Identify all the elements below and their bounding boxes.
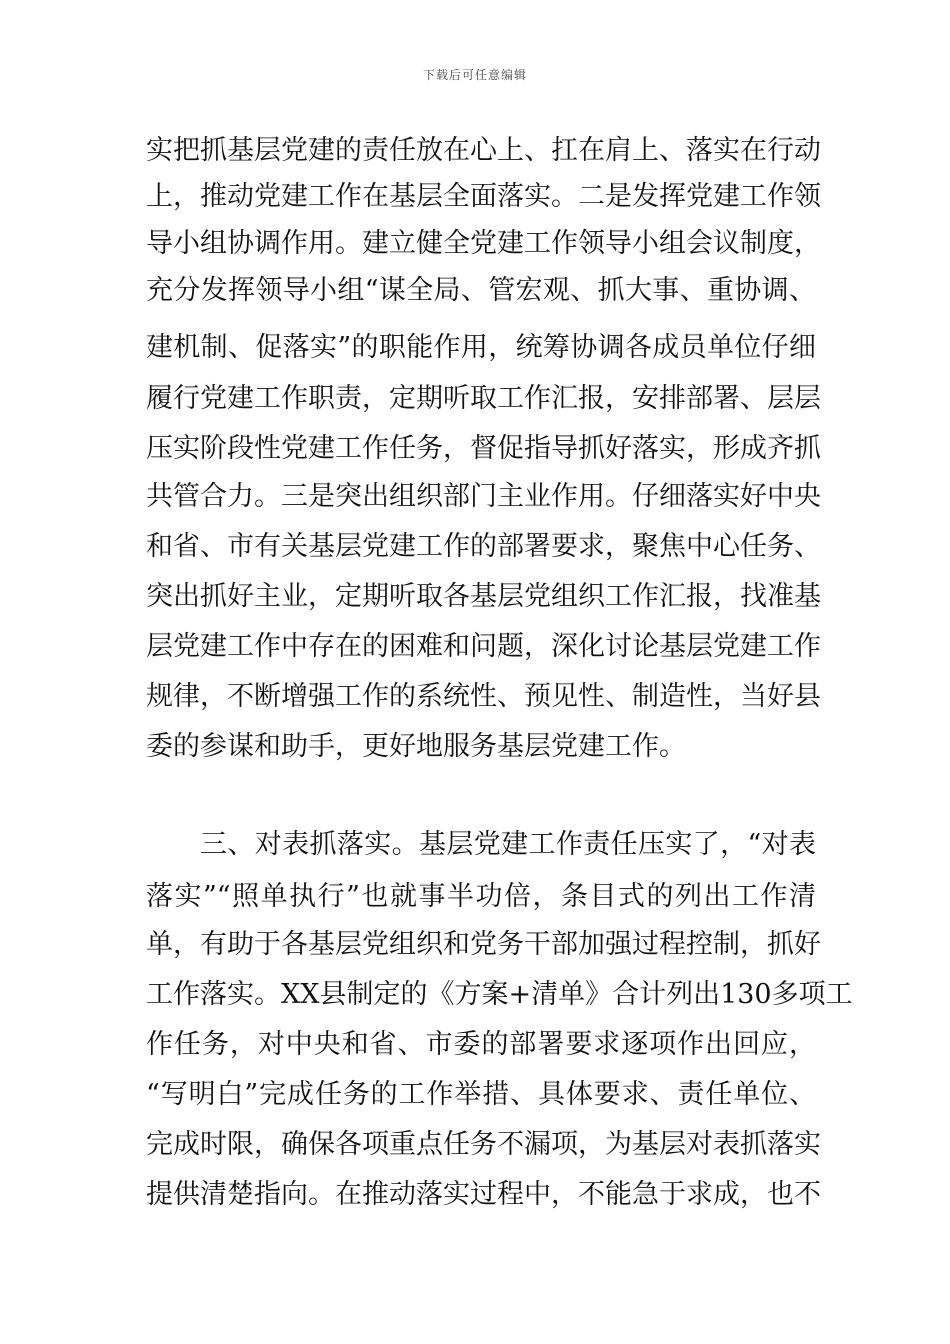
text-line: “写明白”完成任务的工作举措、具体要求、责任单位、 — [146, 1079, 816, 1110]
text-line: 建机制、促落实”的职能作用，统筹协调各成员单位仔细 — [146, 332, 816, 363]
text-line: 三、对表抓落实。基层党建工作责任压实了，“对表 — [200, 829, 816, 860]
text-line: 委的参谋和助手，更好地服务基层党建工作。 — [146, 731, 686, 762]
text-line: 履行党建工作职责，定期听取工作汇报，安排部署、层层 — [146, 383, 821, 414]
text-line: 落实”“照单执行”也就事半功倍，条目式的列出工作清 — [146, 881, 816, 912]
text-line: 层党建工作中存在的困难和问题，深化讨论基层党建工作 — [146, 631, 821, 662]
text-line: 充分发挥领导小组“谋全局、管宏观、抓大事、重协调、 — [146, 275, 816, 306]
text-line: 导小组协调作用。建立健全党建工作领导小组会议制度， — [146, 228, 821, 259]
text-line: 单，有助于各基层党组织和党务干部加强过程控制，抓好 — [146, 929, 821, 960]
text-line: 突出抓好主业，定期听取各基层党组织工作汇报，找准基 — [146, 581, 821, 612]
text-line: 提供清楚指向。在推动落实过程中，不能急于求成，也不 — [146, 1179, 821, 1210]
text-line: 工作落实。XX县制定的《方案+清单》合计列出130多项工 — [146, 979, 853, 1010]
text-line: 作任务，对中央和省、市委的部署要求逐项作出回应， — [146, 1029, 816, 1060]
text-line: 上，推动党建工作在基层全面落实。二是发挥党建工作领 — [146, 181, 821, 212]
text-line: 共管合力。三是突出组织部门主业作用。仔细落实好中央 — [146, 481, 821, 512]
page-header: 下载后可任意编辑 — [422, 68, 527, 82]
text-line: 实把抓基层党建的责任放在心上、扛在肩上、落实在行动 — [146, 135, 821, 166]
text-line: 和省、市有关基层党建工作的部署要求，聚焦中心任务、 — [146, 531, 821, 562]
text-line: 完成时限，确保各项重点任务不漏项，为基层对表抓落实 — [146, 1129, 821, 1160]
text-line: 压实阶段性党建工作任务，督促指导抓好落实，形成齐抓 — [146, 433, 821, 464]
text-line: 规律，不断增强工作的系统性、预见性、制造性，当好县 — [146, 681, 821, 712]
